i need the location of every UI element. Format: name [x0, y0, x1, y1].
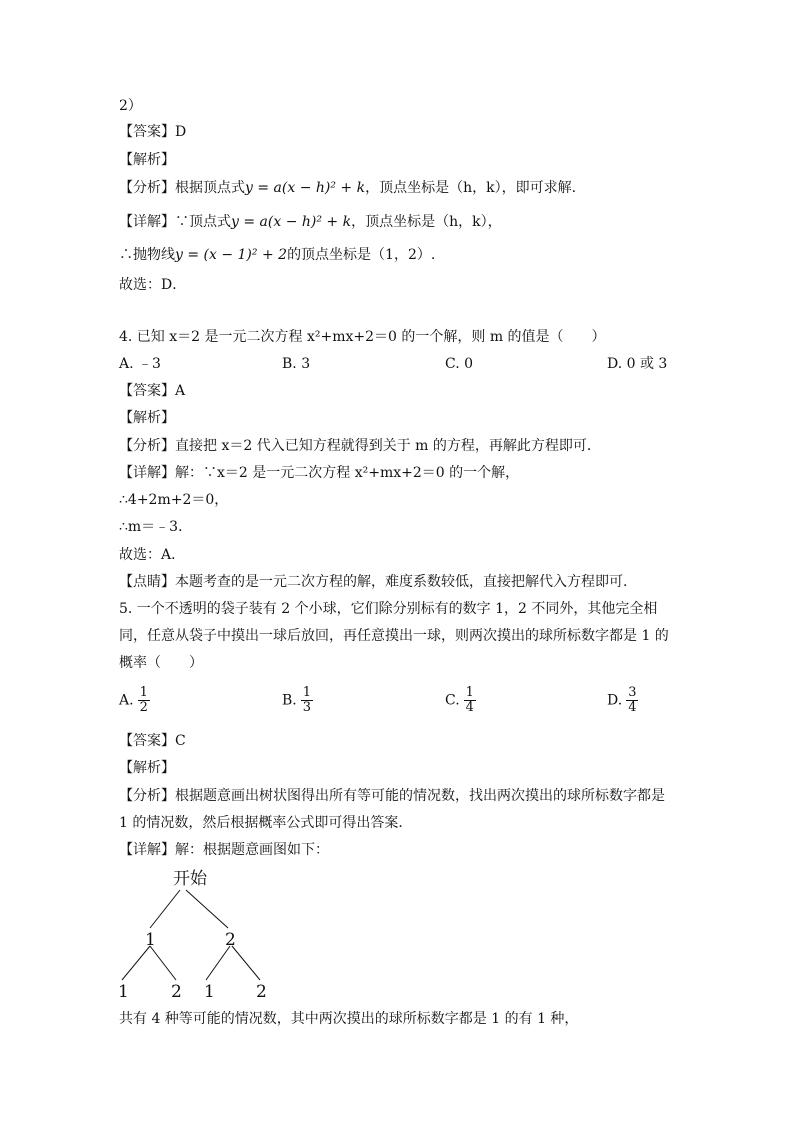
- q5-option-b-den: 3: [302, 700, 312, 715]
- q5-conclusion: 共有 4 种等可能的情况数，其中两次摸出的球所标数字都是 1 的有 1 种，: [119, 1011, 579, 1027]
- q5-option-a-fraction: [138, 686, 150, 715]
- q5-fenxi-line2: 1 的情况数，然后根据概率公式即可得出答案．: [119, 815, 413, 831]
- q4-dianjing: 【点睛】本题考查的是一元二次方程的解，难度系数较低，直接把解代入方程即可.: [119, 574, 628, 590]
- q3-xiangjie-prefix: 【详解】∵顶点式: [119, 214, 231, 230]
- q5-option-c-num: 1: [465, 685, 474, 700]
- q5-option-c-label: C.: [445, 692, 460, 709]
- tree-root: 开始: [173, 869, 207, 889]
- q3-answer: 【答案】D: [119, 124, 187, 140]
- q5-option-d-den: 4: [628, 700, 637, 715]
- tree-edge: [150, 890, 180, 928]
- q5-xiangjie: 【详解】解：根据题意画图如下：: [119, 842, 329, 858]
- tree-edge: [232, 946, 260, 980]
- prev-line: 2）: [119, 98, 142, 114]
- q5-answer: 【答案】C: [119, 733, 186, 749]
- q3-fenxi-suffix: ，顶点坐标是（h，k），即可求解.: [365, 180, 577, 196]
- q5-option-c-fraction: [464, 686, 476, 715]
- q3-fenxi: [119, 178, 576, 198]
- tree-leaf: 1: [204, 982, 215, 1002]
- q5-option-b-fraction: [301, 686, 313, 715]
- q4-analysis-heading: 【解析】: [119, 410, 175, 426]
- q4-choice: 故选：A．: [119, 547, 186, 563]
- q4-fenxi: 【分析】直接把 x＝2 代入已知方程就得到关于 m 的方程，再解此方程即可．: [119, 438, 601, 454]
- q5-option-d-num: 3: [628, 685, 637, 700]
- q4-option-c: C. 0: [445, 356, 474, 372]
- tree-edge: [206, 946, 230, 980]
- q5-option-a-label: A.: [119, 692, 134, 709]
- q5-option-a-num: 1: [139, 685, 148, 700]
- q5-option-b-label: B.: [282, 692, 297, 709]
- tree-diagram: [110, 862, 280, 1002]
- q5-stem-line3: 概率（ ）: [119, 655, 203, 671]
- tree-leaf: 1: [118, 982, 129, 1002]
- q4-option-d: D. 0 或 3: [607, 356, 668, 372]
- q5-option-c: [445, 686, 476, 715]
- q4-option-a: A. ﹣3: [119, 356, 161, 372]
- tree-level1-node: 1: [145, 930, 156, 950]
- q3-xiangjie: [119, 212, 502, 232]
- q5-option-a-den: 2: [139, 700, 148, 715]
- q5-option-b-num: 1: [302, 685, 312, 700]
- q3-parabola: [119, 245, 435, 265]
- q5-option-b: [282, 686, 313, 715]
- q3-fenxi-formula: y = a(x − h)² + k: [245, 180, 366, 196]
- q5-option-c-den: 4: [465, 700, 474, 715]
- q4-stem: 4. 已知 x＝2 是一元二次方程 x²+mx+2＝0 的一个解，则 m 的值是（ ）: [119, 329, 606, 345]
- q5-option-d-label: D.: [607, 692, 623, 709]
- tree-edge: [150, 946, 176, 980]
- q3-analysis-heading: 【解析】: [119, 152, 175, 168]
- q4-step2: ∴m＝﹣3．: [119, 519, 193, 535]
- q4-xiangjie: 【详解】解：∵x＝2 是一元二次方程 x²+mx+2＝0 的一个解，: [119, 465, 520, 481]
- q4-option-b: B. 3: [282, 356, 311, 372]
- q5-option-d: [607, 686, 638, 715]
- q3-parabola-suffix: 的顶点坐标是（1，2）.: [287, 247, 436, 263]
- q3-choice: 故选：D．: [119, 277, 187, 293]
- q5-stem-line2: 同，任意从袋子中摸出一球后放回，再任意摸出一球，则两次摸出的球所标数字都是 1 的: [119, 628, 669, 644]
- q5-option-a: [119, 686, 150, 715]
- tree-level1-node: 2: [225, 930, 236, 950]
- q4-answer: 【答案】A: [119, 383, 186, 399]
- q5-stem-line1: 5. 一个不透明的袋子装有 2 个小球，它们除分别标有的数字 1，2 不同外，其他完全相: [119, 601, 658, 617]
- q3-parabola-prefix: ∴抛物线: [119, 247, 175, 263]
- q5-analysis-heading: 【解析】: [119, 760, 175, 776]
- q3-fenxi-prefix: 【分析】根据顶点式: [119, 180, 245, 196]
- tree-leaf: 2: [256, 982, 267, 1002]
- tree-leaf: 2: [171, 982, 182, 1002]
- tree-edge: [186, 890, 228, 928]
- q3-parabola-formula: y = (x − 1)² + 2: [175, 247, 288, 263]
- q3-xiangjie-formula: y = a(x − h)² + k: [231, 214, 352, 230]
- q4-step1: ∴4+2m+2＝0，: [119, 492, 229, 508]
- tree-edge: [122, 946, 150, 980]
- q5-option-d-fraction: [626, 686, 638, 715]
- q3-xiangjie-suffix: ，顶点坐标是（h，k），: [351, 214, 502, 230]
- q5-fenxi-line1: 【分析】根据题意画出树状图得出所有等可能的情况数，找出两次摸出的球所标数字都是: [119, 788, 665, 804]
